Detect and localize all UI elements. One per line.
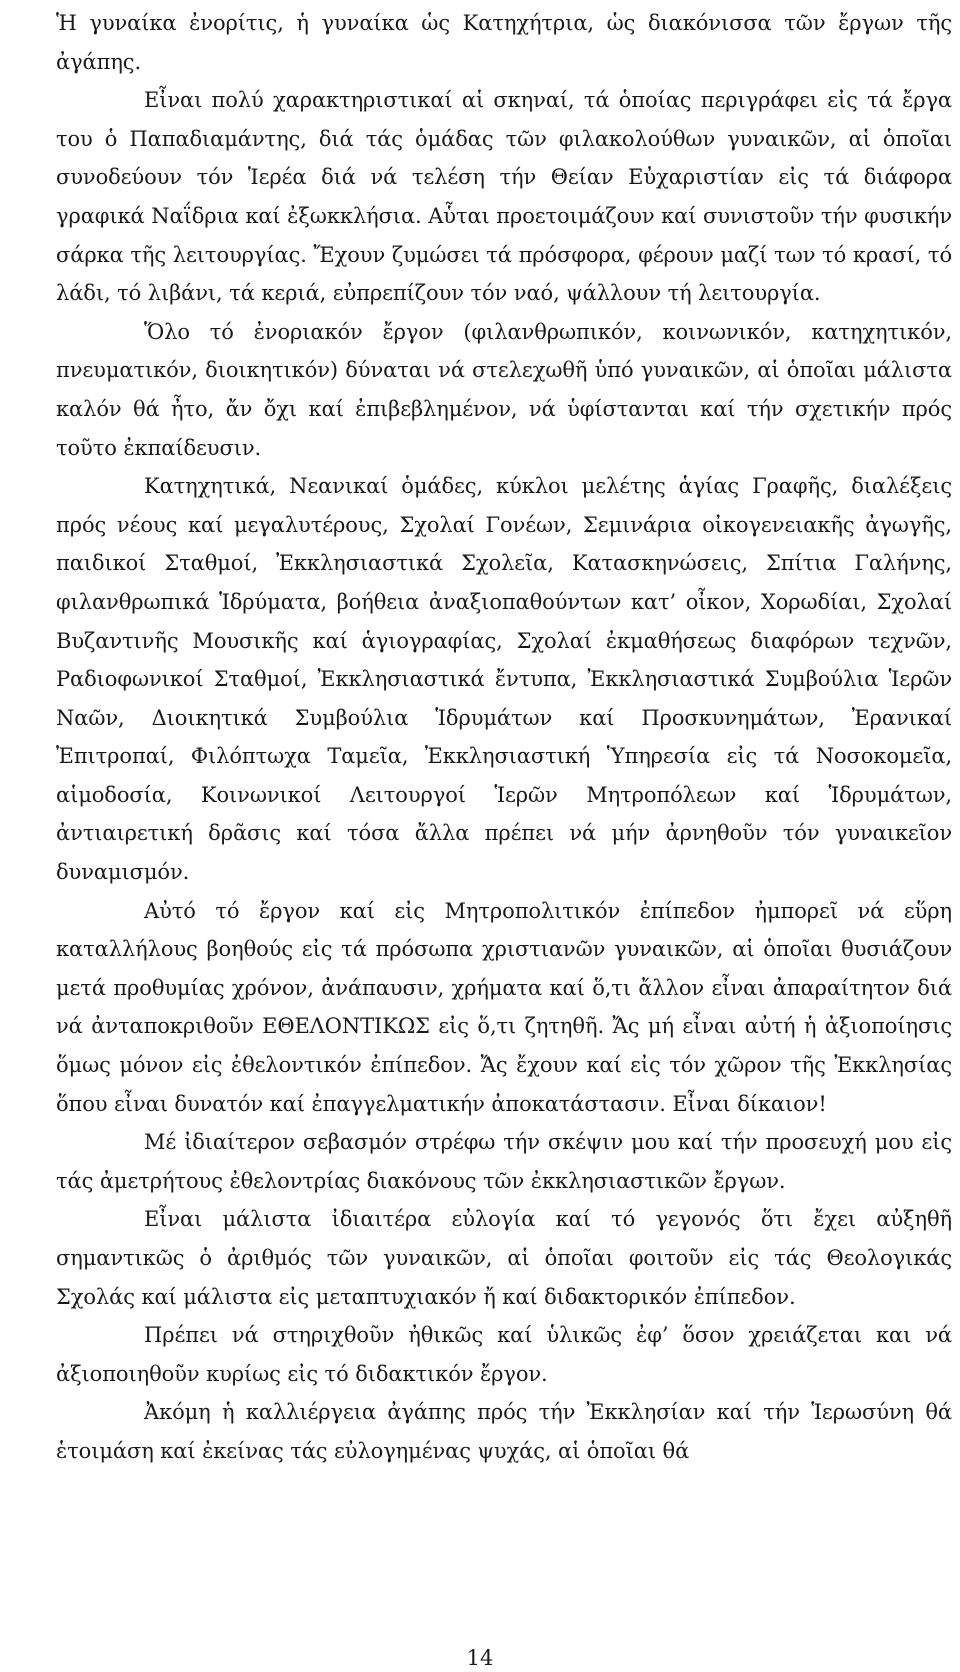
paragraph-3: Ὅλο τό ἐνοριακόν ἔργον (φιλανθρωπικόν, κοινωνικόν, κατηχητικόν, πνευματικόν, διοικητικόν) δύναται νά στελεχωθῆ ὑπό γυναικῶν, αἱ ὁποῖαι μάλιστα καλόν θά ἦτο, ἄν ὄχι καί ἐπιβεβλημένον, νά ὑφίστανται καί τήν σχετικήν πρός τοῦτο ἐκπαίδευσιν. [56,319,952,460]
paragraph-1: Ἡ γυναίκα ἐνορίτις, ἡ γυναίκα ὡς Κατηχήτρια, ὡς διακόνισσα τῶν ἔργων τῆς ἀγάπης. [56,11,952,74]
paragraph-2: Εἶναι πολύ χαρακτηριστικαί αἱ σκηναί, τά ὁποίας περιγράφει εἰς τά ἔργα του ὁ Παπαδιαμάντης, διά τάς ὁμάδας τῶν φιλακολούθων γυναικῶν, αἱ ὁποῖαι συνοδεύουν τόν Ἱερέα διά νά τελέση τήν Θείαν Εὐχαριστίαν εἰς τά διάφορα γραφικά Ναΐδρια καί ἐξωκκλήσια. Αὗται προετοιμάζουν καί συνιστοῦν τήν φυσικήν σάρκα τῆς λειτουργίας. Ἔχουν ζυμώσει τά πρόσφορα, φέρουν μαζί των τό κρασί, τό λάδι, τό λιβάνι, τά κεριά, εὐπρεπίζουν τόν ναό, ψάλλουν τή λειτουργία. [56,88,952,306]
body-text [56,4,952,1471]
paragraph-9: Ἀκόμη ἡ καλλιέργεια ἀγάπης πρός τήν Ἐκκλησίαν καί τήν Ἱερωσύνη θά ἑτοιμάση καί ἐκείνας τάς εὐλογημένας ψυχάς, αἱ ὁποῖαι θά [56,1400,952,1463]
paragraph-7: Εἶναι μάλιστα ἰδιαιτέρα εὐλογία καί τό γεγονός ὅτι ἔχει αὐξηθῆ σημαντικῶς ὁ ἀριθμός τῶν γυναικῶν, αἱ ὁποῖαι φοιτοῦν εἰς τάς Θεολογικάς Σχολάς καί μάλιστα εἰς μεταπτυχιακόν ἤ καί διδακτορικόν ἐπίπεδον. [56,1207,952,1309]
paragraph-8: Πρέπει νά στηριχθοῦν ἠθικῶς καί ὑλικῶς ἐφ’ ὅσον χρειάζεται και νά ἀξιοποιηθοῦν κυρίως εἰς τό διδακτικόν ἔργον. [56,1323,952,1386]
page-number: 14 [466,1646,494,1670]
paragraph-6: Μέ ἰδιαίτερον σεβασμόν στρέφω τήν σκέψιν μου καί τήν προσευχή μου εἰς τάς ἀμετρήτους ἐθελοντρίας διακόνους τῶν ἐκκλησιαστικῶν ἔργων. [56,1130,952,1193]
paragraph-5: Αὐτό τό ἔργον καί εἰς Μητροπολιτικόν ἐπίπεδον ἠμπορεῖ νά εὕρη καταλλήλους βοηθούς εἰς τά πρόσωπα χριστιανῶν γυναικῶν, αἱ ὁποῖαι θυσιάζουν μετά προθυμίας χρόνον, ἀνάπαυσιν, χρήματα καί ὅ,τι ἄλλον εἶναι ἀπαραίτητον διά νά ἀνταποκριθοῦν ΕΘΕΛΟΝΤΙΚΩΣ εἰς ὅ,τι ζητηθῆ. Ἄς μή εἶναι αὐτή ἡ ἀξιοποίησις ὅμως μόνον εἰς ἐθελοντικόν ἐπίπεδον. Ἄς ἔχουν καί εἰς τόν χῶρον τῆς Ἐκκλησίας ὅπου εἶναι δυνατόν καί ἐπαγγελματικήν ἀποκατάστασιν. Εἶναι δίκαιον! [56,898,952,1116]
paragraph-4: Κατηχητικά, Νεανικαί ὁμάδες, κύκλοι μελέτης ἁγίας Γραφῆς, διαλέξεις πρός νέους καί μεγαλυτέρους, Σχολαί Γονέων, Σεμινάρια οἰκογενειακῆς ἀγωγῆς, παιδικοί Σταθμοί, Ἐκκλησιαστικά Σχολεῖα, Κατασκηνώσεις, Σπίτια Γαλήνης, φιλανθρωπικά Ἱδρύματα, βοήθεια ἀναξιοπαθούντων κατ’ οἶκον, Χορωδίαι, Σχολαί Βυζαντινῆς Μουσικῆς καί ἁγιογραφίας, Σχολαί ἐκμαθήσεως διαφόρων τεχνῶν, Ραδιοφωνικοί Σταθμοί, Ἐκκλησιαστικά ἔντυπα, Ἐκκλησιαστικά Συμβούλια Ἱερῶν Ναῶν, Διοικητικά Συμβούλια Ἱδρυμάτων καί Προσκυνημάτων, Ἐρανικαί Ἐπιτροπαί, Φιλόπτωχα Ταμεῖα, Ἐκκλησιαστική Ὑπηρεσία εἰς τά Νοσοκομεῖα, αἱμοδοσία, Κοινωνικοί Λειτουργοί Ἱερῶν Μητροπόλεων καί Ἱδρυμάτων, ἀντιαιρετική δρᾶσις καί τόσα ἄλλα πρέπει νά μήν ἀρνηθοῦν τόν γυναικεῖον δυναμισμόν. [56,474,952,885]
